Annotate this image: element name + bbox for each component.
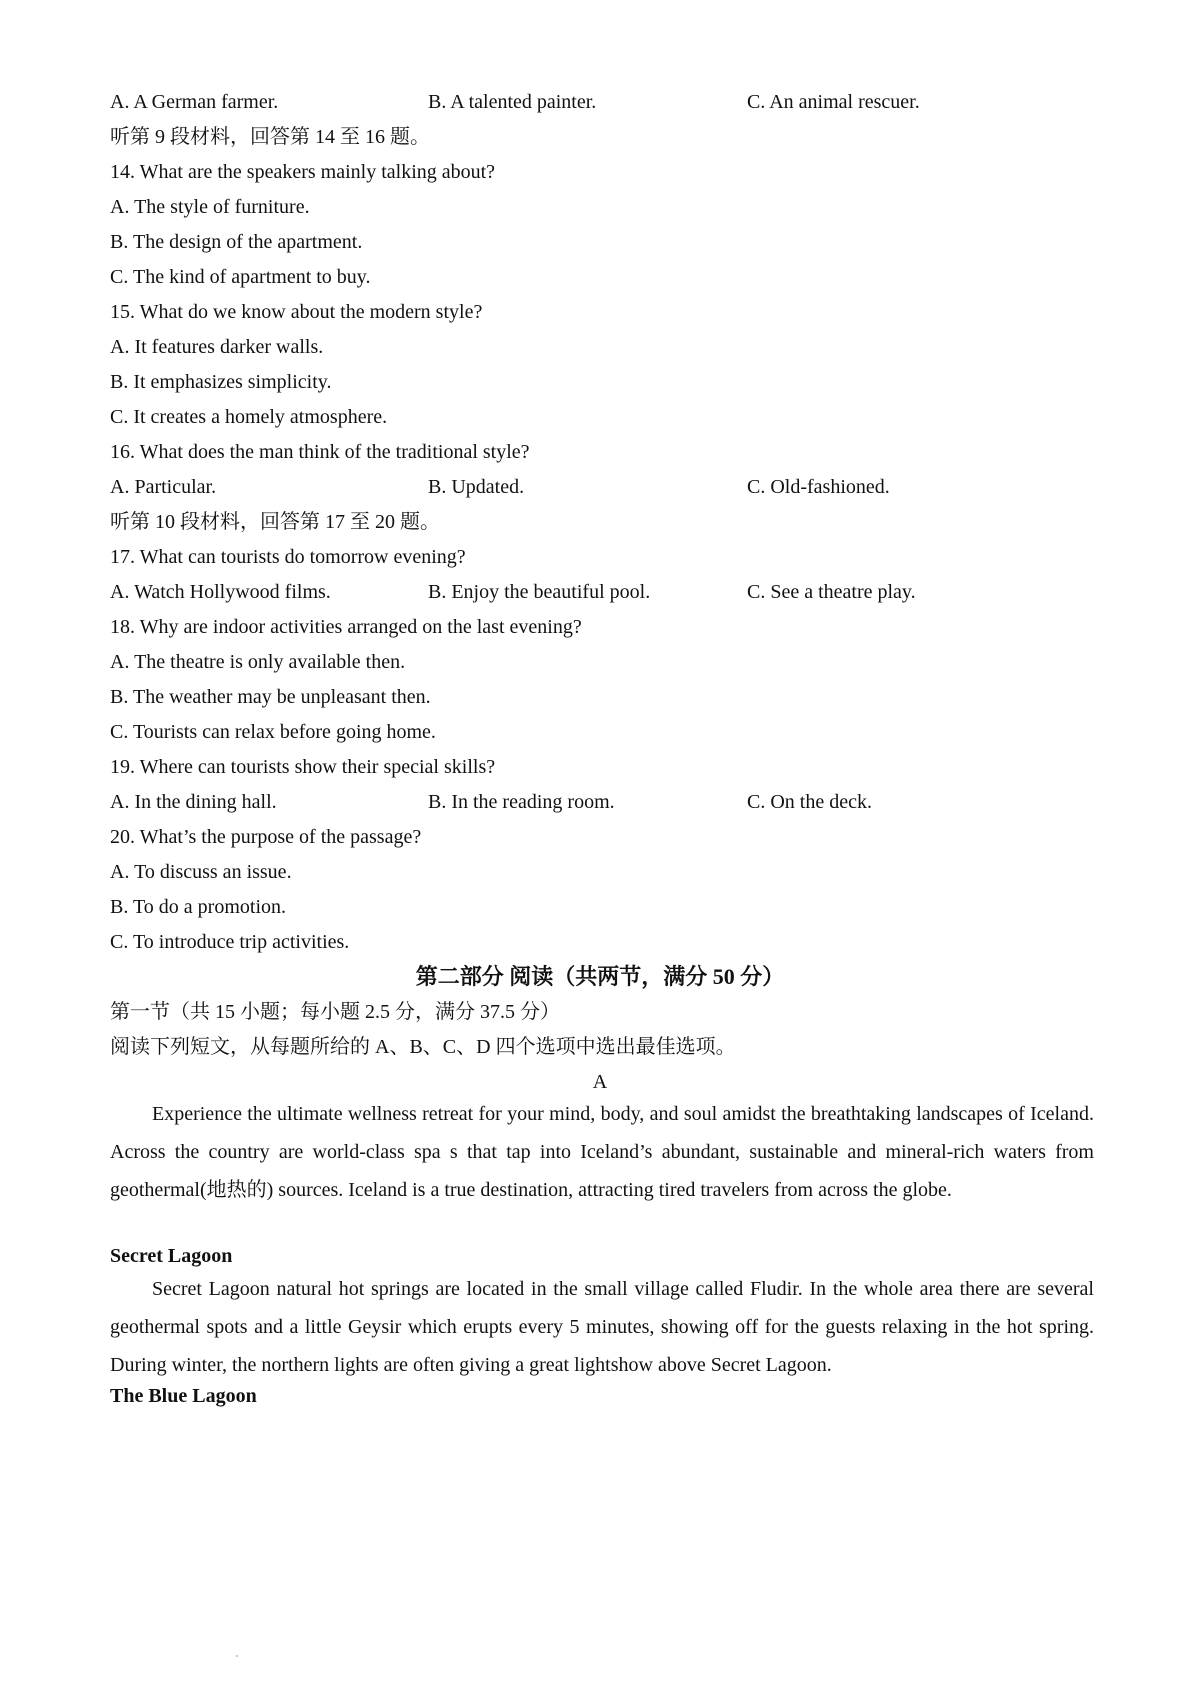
q20-option-b: B. To do a promotion. [110,896,287,918]
q17-option-c: C. See a theatre play. [747,581,916,603]
q15-option-c: C. It creates a homely atmosphere. [110,406,388,428]
q14-stem: 14. What are the speakers mainly talking about? [110,161,496,183]
reading-instruction: 阅读下列短文，从每题所给的 A、B、C、D 四个选项中选出最佳选项。 [110,1036,736,1058]
q17-stem: 17. What can tourists do tomorrow evening? [110,546,466,568]
q16-option-a: A. Particular. [110,476,217,498]
heading-secret-lagoon: Secret Lagoon [110,1245,233,1267]
q20-option-c: C. To introduce trip activities. [110,931,350,953]
q13-option-a: A. A German farmer. [110,91,279,113]
q15-option-b: B. It emphasizes simplicity. [110,371,332,393]
q19-stem: 19. Where can tourists show their special skills? [110,756,496,778]
q19-option-c: C. On the deck. [747,791,872,813]
q13-option-b: B. A talented painter. [428,91,597,113]
q16-option-c: C. Old-fashioned. [747,476,890,498]
instruction-material-10: 听第 10 段材料，回答第 17 至 20 题。 [110,511,440,533]
page-speck [236,1655,238,1657]
part-two-title: 第二部分 阅读（共两节，满分 50 分） [415,964,785,989]
q18-option-a: A. The theatre is only available then. [110,651,406,673]
q14-option-a: A. The style of furniture. [110,196,310,218]
instruction-material-9: 听第 9 段材料，回答第 14 至 16 题。 [110,126,430,148]
q17-option-a: A. Watch Hollywood films. [110,581,331,603]
q16-option-b: B. Updated. [428,476,525,498]
q14-option-b: B. The design of the apartment. [110,231,363,253]
q15-stem: 15. What do we know about the modern style? [110,301,483,323]
q18-stem: 18. Why are indoor activities arranged on the last evening? [110,616,582,638]
q20-stem: 20. What’s the purpose of the passage? [110,826,422,848]
passage-label: A [592,1071,608,1093]
section-one-title: 第一节（共 15 小题；每小题 2.5 分，满分 37.5 分） [110,1001,560,1023]
q14-option-c: C. The kind of apartment to buy. [110,266,371,288]
q20-option-a: A. To discuss an issue. [110,861,292,883]
q19-option-a: A. In the dining hall. [110,791,277,813]
q19-option-b: B. In the reading room. [428,791,615,813]
q16-stem: 16. What does the man think of the traditional style? [110,441,530,463]
q18-option-c: C. Tourists can relax before going home. [110,721,436,743]
heading-blue-lagoon: The Blue Lagoon [110,1385,257,1407]
q17-option-b: B. Enjoy the beautiful pool. [428,581,651,603]
passage-secret-lagoon: Secret Lagoon natural hot springs are located in the small village called Fludir. In the whole area there are several geothermal spots and a little Geysir which erupts every 5 minutes, showing off for the guests relaxing in the hot spring. During winter, the northern lights are often giving a great lightshow above Secret Lagoon. [110,1278,1094,1376]
q18-option-b: B. The weather may be unpleasant then. [110,686,431,708]
q13-option-c: C. An animal rescuer. [747,91,920,113]
passage-intro: Experience the ultimate wellness retreat for your mind, body, and soul amidst the breathtaking landscapes of Iceland. Across the country are world-class spa s that tap into Iceland’s abundant, sustainable and mineral-rich waters from geothermal(地热的) sources. Iceland is a true destination, attracting tired travelers from across the globe. [110,1103,1094,1201]
q15-option-a: A. It features darker walls. [110,336,324,358]
